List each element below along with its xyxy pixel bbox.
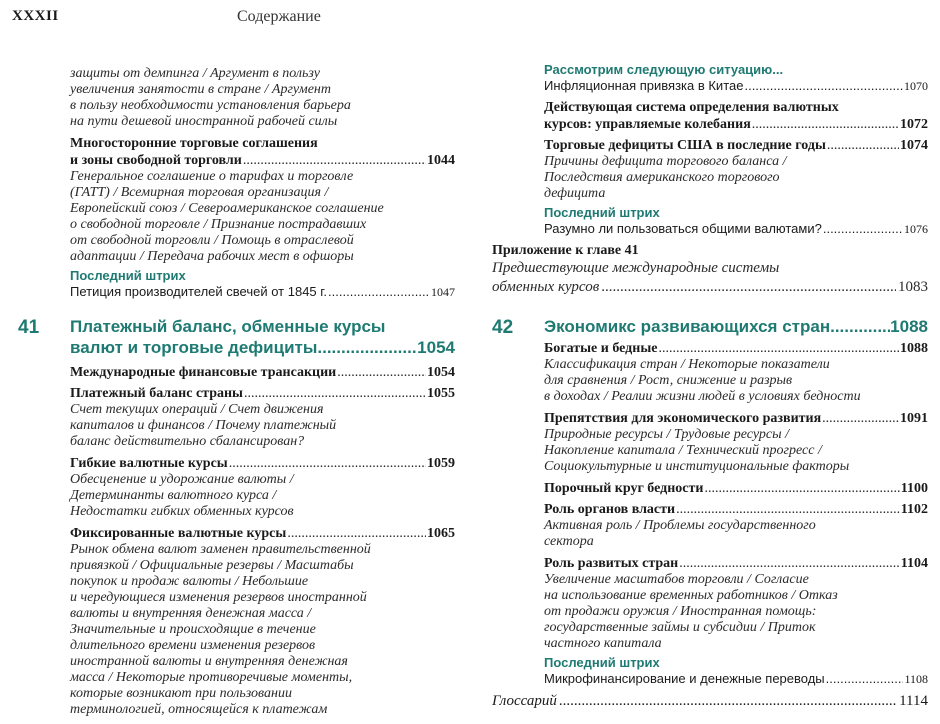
text-line: масса / Некоторые противоречивые моменты, [70,670,353,685]
text-line: Последствия американского торгового [544,170,780,185]
toc-entry-rich-poor[interactable] [544,340,928,357]
intro-text [70,66,455,130]
page-ref: 1108 [904,672,928,686]
page-ref: 1054 [427,365,455,380]
text-line: для сравнения / Рост, снижение и разрыв [544,373,793,388]
page-ref: 1044 [427,153,455,168]
text-line: Счет текущих операций / Счет движения [70,402,324,417]
entry-title: Порочный круг бедности [544,481,704,496]
entry-title: Богатые и бедные [544,341,658,356]
text-line: баланс действительно сбалансирован? [70,434,305,449]
text-line: которые возникают при пользовании [70,686,292,701]
chapter-42 [544,316,928,687]
text-line: покупок и продаж валюты / Небольшие [70,574,309,589]
page-ref: 1076 [904,222,928,236]
entry-subtopics [70,402,455,450]
text-line: защиты от демпинга / Аргумент в пользу [70,66,320,81]
running-title: Содержание [237,8,321,25]
entry-title: Фиксированные валютные курсы [70,526,287,541]
entry-title: Микрофинансирование и денежные переводы [544,671,825,686]
entry-title: Гибкие валютные курсы [70,456,228,471]
appendix-heading: Приложение к главе 41 [492,243,639,258]
page-ref: 1047 [431,285,455,299]
entry-subtopics [70,169,455,265]
toc-entry-multilateral[interactable] [70,135,455,169]
text-line: дефицита [544,186,606,201]
toc-entry-balance[interactable] [70,385,455,402]
text-line: Значительные и происходящие в течение [70,622,316,637]
entry-title: и зоны свободной торговли [70,153,242,168]
page-header [12,8,928,30]
text-line: Увеличение масштабов торговли / Согласие [544,572,809,587]
text-line: терминологией, относящейся к платежам [70,702,328,717]
toc-entry-us-deficits[interactable] [544,137,928,154]
toc-entry-microfinance[interactable] [544,671,928,687]
entry-title: Роль органов власти [544,502,676,517]
toc-entry-fixed[interactable] [70,525,455,542]
last-touch-label: Последний штрих [544,205,660,220]
toc-entry-glossary[interactable] [492,692,928,710]
page-ref: 1055 [427,386,455,401]
entry-title: Платежный баланс страны [70,386,243,401]
text-line: Социокультурные и институциональные факторы [544,459,850,474]
entry-title: Роль развитых стран [544,556,679,571]
text-line: Недостатки гибких обменных курсов [70,504,294,519]
toc-entry-common-currencies[interactable] [544,221,928,237]
text-line: Природные ресурсы / Трудовые ресурсы / [544,427,789,442]
page-ref: 1088 [900,341,928,356]
entry-title: Инфляционная привязка в Китае [544,78,744,93]
text-line: государственные займы и субсидии / Приток [544,620,816,635]
entry-title: Торговые дефициты США в последние годы [544,138,826,153]
page-ref: 1072 [900,117,928,132]
entry-title: Предшествующие международные системы [492,260,780,276]
left-column [70,66,455,300]
last-touch-label: Последний штрих [70,268,186,283]
chapter-title-line: Платежный баланс, обменные курсы [70,317,386,336]
consider-label: Рассмотрим следующую ситуацию... [544,62,784,77]
glossary-entry-wrap [492,692,928,710]
text-line: увеличения занятости в стране / Аргумент [70,82,331,97]
page-ref: 1102 [900,502,928,517]
text-line: длительного времени изменения резервов [70,638,316,653]
entry-subtopics [70,472,455,520]
page-ref: 1065 [427,526,455,541]
text-line: привязкой / Официальные резервы / Масштабы [70,558,354,573]
toc-entry-developed-role[interactable] [544,555,928,572]
toc-entry-petition[interactable] [70,284,455,300]
entry-subtopics [70,542,455,718]
text-line: адаптации / Передача рабочих мест в офшоры [70,249,354,264]
appendix-41 [492,242,928,296]
toc-entry-transactions[interactable] [70,364,455,381]
page-ref: 1104 [900,556,928,571]
entry-title: Разумно ли пользоваться общими валютами? [544,221,822,236]
entry-subtopics [544,357,928,405]
last-touch-label: Последний штрих [544,655,660,670]
text-line: Обесценение и удорожание валюты / [70,472,294,487]
text-line: капиталов и финансов / Почему платежный [70,418,337,433]
entry-title: Петиция производителей свечей от 1845 г. [70,284,328,299]
text-line: о свободной торговле / Признание пострадавших [70,217,367,232]
entry-subtopics [544,427,928,475]
text-line: на использование временных работников / Отказ [544,588,838,603]
text-line: Причины дефицита торгового баланса / [544,154,787,169]
page-number: XXXII [12,8,59,24]
entry-subtopics [544,154,928,202]
entry-title: Глоссарий [492,693,557,709]
page-ref: 1059 [427,456,455,471]
page-ref: 1091 [900,411,928,426]
chapter-41-title[interactable] [70,316,455,358]
appendix-label [492,242,928,259]
text-line: от продажи оружия / Иностранная помощь: [544,604,817,619]
text-line: Рынок обмена валют заменен правительственной [70,542,371,557]
right-column [544,62,928,237]
page-ref: 1074 [900,138,928,153]
page-ref: 1083 [898,279,928,295]
entry-title: Действующая система определения валютных [544,100,839,115]
page-ref: 1088 [890,317,928,336]
text-line: Генеральное соглашение о тарифах и торговле [70,169,354,184]
page-ref: 1070 [904,79,928,93]
chapter-title-line: Экономикс развивающихся стран [544,317,831,336]
text-line: в доходах / Реалии жизни людей в условиях бедности [544,389,861,404]
text-line: сектора [544,534,594,549]
chapter-number: 42 [492,317,514,338]
entry-subtopics [544,572,928,652]
text-line: частного капитала [544,636,662,651]
toc-entry-vicious-circle[interactable] [544,480,928,497]
text-line: и чередующиеся изменения резервов иностранной [70,590,367,605]
entry-title: Международные финансовые трансакции [70,365,337,380]
page-ref: 1114 [899,693,928,709]
chapter-41 [70,316,455,718]
toc-entry-current-system[interactable] [544,99,928,133]
toc-entry-government-role[interactable] [544,501,928,518]
toc-entry-obstacles[interactable] [544,410,928,427]
entry-title: Препятствия для экономического развития [544,411,822,426]
chapter-title-line: валют и торговые дефициты [70,338,318,357]
toc-entry-flexible[interactable] [70,455,455,472]
toc-entry-appendix[interactable] [492,259,928,296]
page-ref: 1054 [417,338,455,357]
entry-title: Многосторонние торговые соглашения [70,136,318,151]
text-line: Активная роль / Проблемы государственного [544,518,816,533]
text-line: на пути дешевой иностранной рабочей силы [70,114,338,129]
text-line: в пользу необходимости установления барьера [70,98,351,113]
entry-title: обменных курсов [492,279,600,295]
chapter-42-title[interactable] [544,316,928,337]
text-line: валюты и внутренняя денежная масса / [70,606,312,621]
text-line: (ГАТТ) / Всемирная торговая организация / [70,185,329,200]
page-ref: 1100 [900,481,928,496]
text-line: Классификация стран / Некоторые показатели [544,357,830,372]
text-line: Накопление капитала / Технический прогресс / [544,443,822,458]
text-line: Европейский союз / Североамериканское соглашение [70,201,384,216]
chapter-number: 41 [18,317,40,338]
text-line: иностранной валюты и внутренняя денежная [70,654,348,669]
text-line: Детерминанты валютного курса / [70,488,277,503]
entry-subtopics [544,518,928,550]
text-line: от свободной торговли / Помощь в отраслевой [70,233,354,248]
entry-title: курсов: управляемые колебания [544,117,751,132]
toc-entry-inflation[interactable] [544,78,928,94]
